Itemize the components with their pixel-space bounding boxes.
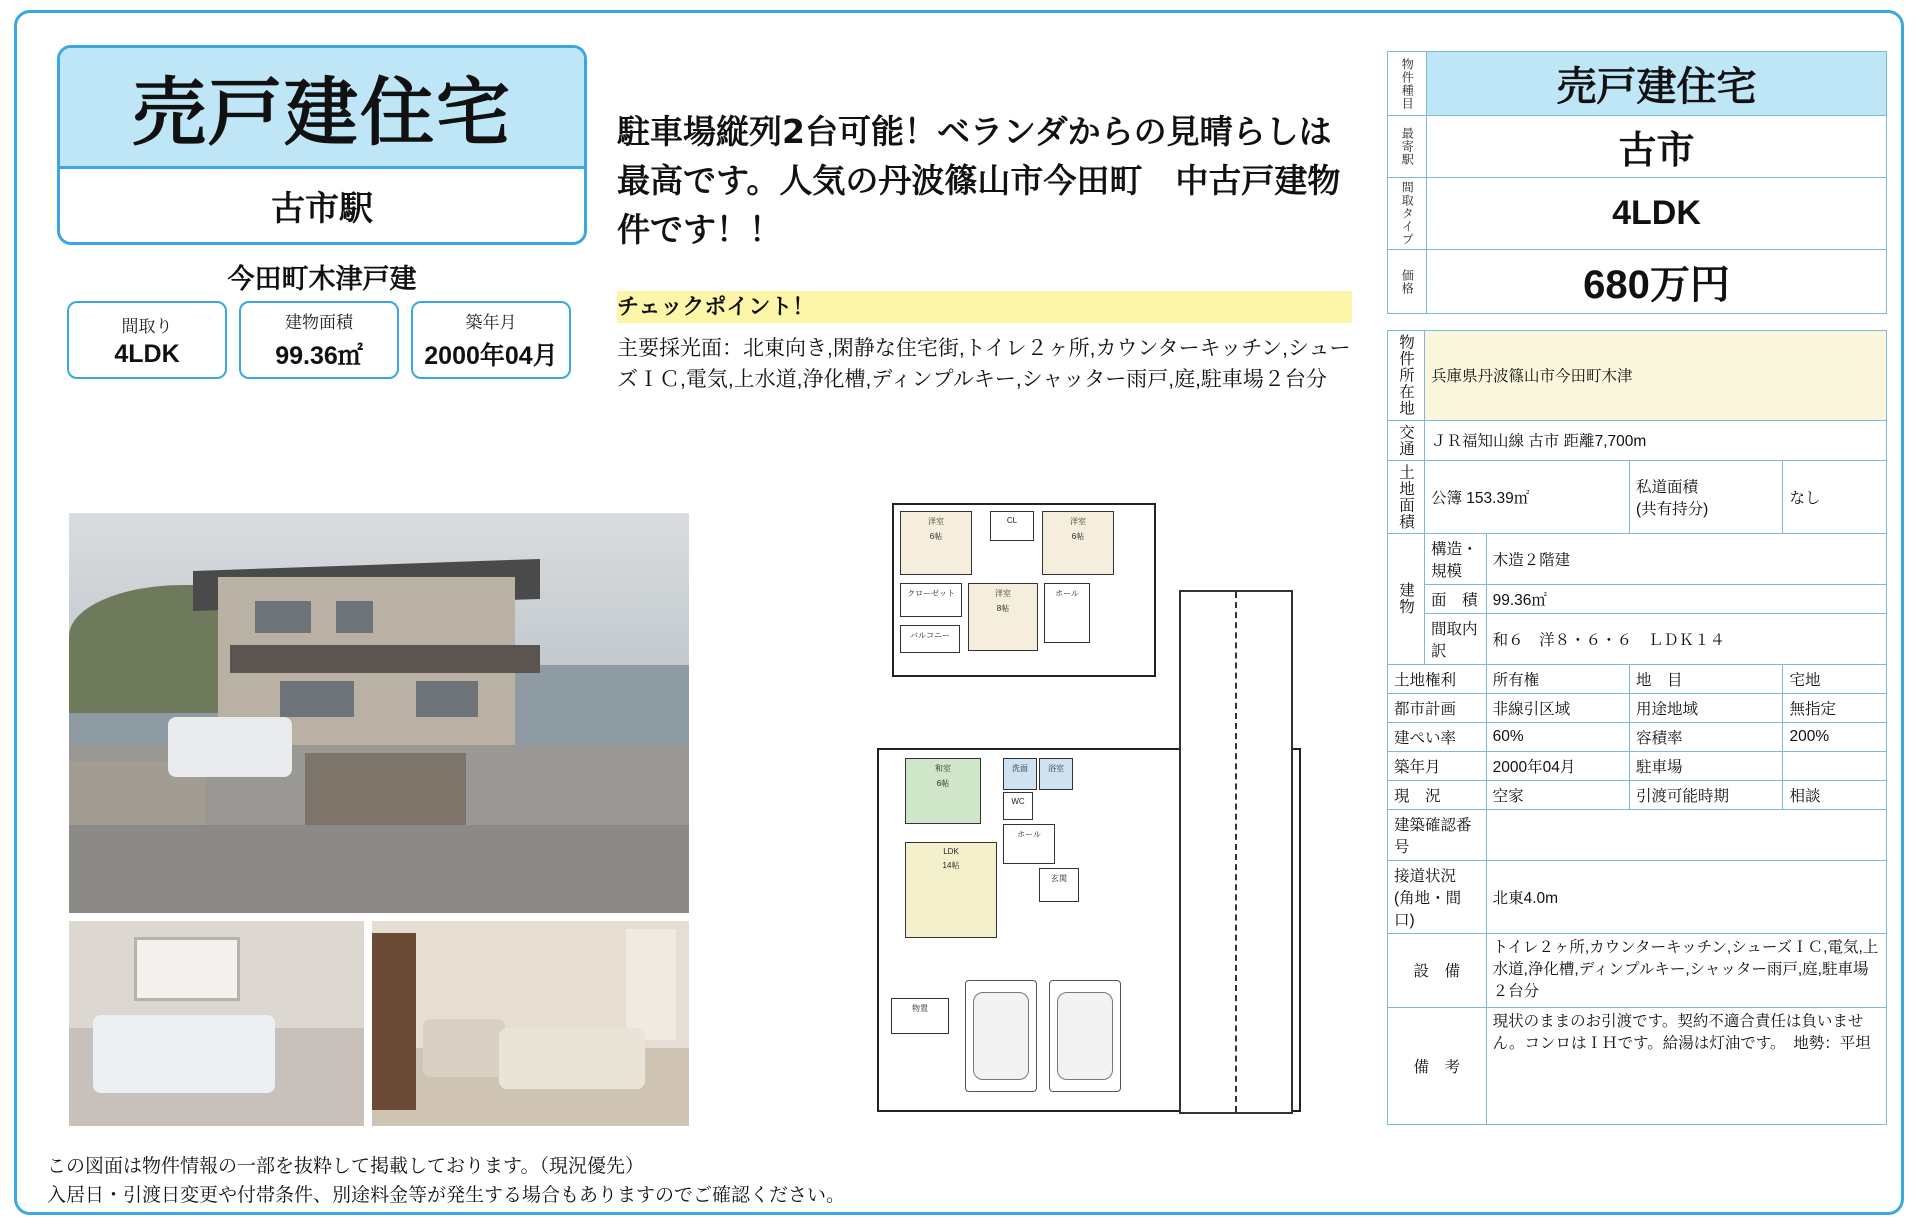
detail-value-setsubi: トイレ２ヶ所,カウンターキッチン,シューズＩＣ,電気,上水道,浄化槽,ディンプルキー,シャッター雨戸,庭,駐車場２台分	[1486, 933, 1886, 1007]
footer-line-1: この図面は物件情報の一部を抜粋して掲載しております。（現況優先）	[47, 1156, 644, 1177]
setsudo-label-line1: 接道状況	[1394, 867, 1457, 885]
footer-line-2: 入居日・引渡日変更や付帯条件、別途料金等が発生する場合もありますのでご確認ください。	[47, 1184, 846, 1206]
room-label: 和室	[935, 764, 951, 773]
summary-table	[1387, 51, 1887, 314]
private-road-label-line1: 私道面積	[1636, 478, 1699, 496]
photo-bathroom	[69, 921, 364, 1126]
summary-label-type: 物件種目	[1388, 52, 1427, 116]
room-1f-ldk	[905, 842, 997, 938]
room-label: クローゼット	[907, 589, 955, 598]
detail-label-kenchiku: 建築確認番号	[1388, 809, 1487, 860]
room-label: 浴室	[1048, 764, 1064, 773]
room-label: ホール	[1055, 589, 1079, 598]
room-label: ホール	[1017, 830, 1041, 839]
room-size: 8帖	[996, 604, 1010, 613]
room-label: 洋室	[1070, 517, 1086, 526]
room-1f-entrance	[1039, 868, 1079, 902]
detail-value-parking	[1783, 751, 1887, 780]
detail-label-chimoku: 地 目	[1630, 664, 1783, 693]
room-label: 洋室	[928, 517, 944, 526]
detail-row-land	[1388, 460, 1887, 533]
summary-label-station: 最寄駅	[1388, 116, 1427, 178]
room-1f-wc	[1003, 792, 1033, 820]
detail-row-setsudo	[1388, 860, 1887, 933]
detail-label-layout-breakdown: 間取内訳	[1425, 613, 1487, 664]
checkpoint-label: チェックポイント！	[617, 294, 815, 319]
spec-label: 築年月	[465, 313, 517, 332]
detail-label-parking: 駐車場	[1630, 751, 1783, 780]
room-label: 物置	[912, 1004, 928, 1013]
detail-value-area: 99.36㎡	[1486, 584, 1886, 613]
room-size: 14帖	[942, 861, 960, 870]
summary-value-price: 680万円	[1427, 250, 1887, 314]
room-2f-western-c	[968, 583, 1038, 651]
room-2f-hall	[1044, 583, 1090, 643]
room-label: バルコニー	[910, 631, 950, 640]
floor-plan	[877, 503, 1357, 1133]
detail-row-area	[1388, 584, 1887, 613]
station-name: 古市駅	[271, 190, 373, 228]
property-type-band	[60, 48, 584, 169]
detail-row-biko	[1388, 1007, 1887, 1124]
room-label: 玄関	[1051, 874, 1067, 883]
detail-label-setsudo	[1388, 860, 1487, 933]
room-2f-closet-b	[900, 583, 962, 617]
room-1f-hall	[1003, 824, 1055, 864]
summary-row-station	[1388, 116, 1887, 178]
property-address-title: 今田町木津戸建	[227, 264, 417, 294]
detail-value-far: 200%	[1783, 722, 1887, 751]
summary-label-layout: 間取タイプ	[1388, 178, 1427, 250]
floor-plan-1f	[877, 748, 1301, 1112]
detail-label-private-road	[1630, 460, 1783, 533]
room-label: WC	[1011, 797, 1025, 806]
property-type-badge	[57, 45, 587, 245]
room-1f-japanese	[905, 758, 981, 824]
summary-value-type: 売戸建住宅	[1427, 52, 1887, 116]
photo-living-room	[372, 921, 689, 1126]
detail-value-handover: 相談	[1783, 780, 1887, 809]
checkpoint-label-bar	[617, 291, 1352, 323]
detail-value-coverage: 60%	[1486, 722, 1629, 751]
summary-value-layout: 4LDK	[1427, 178, 1887, 250]
detail-value-city-plan: 非線引区域	[1486, 693, 1629, 722]
detail-label-land: 土地面積	[1388, 460, 1425, 533]
spec-box-building-area	[239, 301, 399, 379]
car-icon-2	[1057, 992, 1113, 1080]
spec-boxes	[67, 301, 571, 379]
detail-row-right-3	[1388, 751, 1887, 780]
footer-note	[47, 1153, 1347, 1210]
detail-label-location: 物件所在地	[1388, 331, 1425, 421]
detail-row-traffic	[1388, 420, 1887, 460]
detail-value-traffic: ＪＲ福知山線 古市 距離7,700m	[1425, 420, 1887, 460]
car-icon-1	[973, 992, 1029, 1080]
detail-row-right-4	[1388, 780, 1887, 809]
detail-row-location	[1388, 331, 1887, 421]
detail-value-private-road: なし	[1783, 460, 1887, 533]
spec-label: 建物面積	[285, 313, 353, 332]
room-label: 洗面	[1012, 764, 1028, 773]
flyer-sheet	[14, 10, 1904, 1215]
detail-row-setsubi	[1388, 933, 1887, 1007]
detail-label-built: 築年月	[1388, 751, 1487, 780]
detail-value-built: 2000年04月	[1486, 751, 1629, 780]
room-label: LDK	[943, 847, 959, 856]
detail-label-handover: 引渡可能時期	[1630, 780, 1783, 809]
right-panel	[1387, 51, 1887, 1125]
spec-box-built-date	[411, 301, 571, 379]
detail-label-status: 現 況	[1388, 780, 1487, 809]
room-2f-balcony	[900, 625, 960, 653]
detail-label-far: 容積率	[1630, 722, 1783, 751]
detail-label-use-district: 用途地域	[1630, 693, 1783, 722]
detail-label-setsubi: 設 備	[1388, 933, 1487, 1007]
detail-value-use-district: 無指定	[1783, 693, 1887, 722]
detail-label-structure: 構造・規模	[1425, 533, 1487, 584]
room-1f-storage	[891, 998, 949, 1034]
detail-label-land-right: 土地権利	[1388, 664, 1487, 693]
private-road-label-line2: (共有持分)	[1636, 500, 1709, 518]
room-size: 6帖	[936, 779, 950, 788]
photo-exterior	[69, 513, 689, 913]
room-size: 6帖	[929, 532, 943, 541]
floor-plan-2f	[892, 503, 1156, 677]
summary-row-layout	[1388, 178, 1887, 250]
room-2f-western-a	[900, 511, 972, 575]
detail-value-layout-breakdown: 和６ 洋８・６・６ ＬＤＫ１４	[1486, 613, 1886, 664]
detail-value-location: 兵庫県丹波篠山市今田町木津	[1425, 331, 1887, 421]
detail-table	[1387, 330, 1887, 1125]
detail-value-biko: 現状のままのお引渡です。契約不適合責任は負いません。コンロはＩＨです。給湯は灯油です。 地勢：平坦	[1486, 1007, 1886, 1124]
setsudo-label-line2: (角地・間口)	[1394, 889, 1462, 929]
detail-value-status: 空家	[1486, 780, 1629, 809]
detail-row-right-2	[1388, 722, 1887, 751]
detail-row-right-1	[1388, 693, 1887, 722]
spec-label: 間取り	[121, 316, 173, 336]
site-road	[1179, 590, 1293, 1114]
spec-value: 99.36㎡	[275, 342, 363, 370]
room-2f-closet-a	[990, 511, 1034, 541]
detail-value-land: 公簿 153.39㎡	[1425, 460, 1630, 533]
property-type-text: 売戸建住宅	[132, 70, 512, 156]
room-label: 洋室	[995, 589, 1011, 598]
detail-value-setsudo: 北東4.0m	[1486, 860, 1886, 933]
detail-row-layout-breakdown	[1388, 613, 1887, 664]
detail-label-city-plan: 都市計画	[1388, 693, 1487, 722]
detail-value-land-right: 所有権	[1486, 664, 1629, 693]
detail-value-chimoku: 宅地	[1783, 664, 1887, 693]
room-size: 6帖	[1071, 532, 1085, 541]
spec-value: 2000年04月	[424, 342, 558, 370]
detail-value-kenchiku	[1486, 809, 1886, 860]
detail-value-structure: 木造２階建	[1486, 533, 1886, 584]
room-1f-bath	[1039, 758, 1073, 790]
detail-row-right-0	[1388, 664, 1887, 693]
room-2f-western-b	[1042, 511, 1114, 575]
room-1f-washroom	[1003, 758, 1037, 790]
summary-row-price	[1388, 250, 1887, 314]
detail-row-kenchiku	[1388, 809, 1887, 860]
room-label: CL	[1006, 516, 1018, 525]
summary-value-station: 古市	[1427, 116, 1887, 178]
detail-row-structure	[1388, 533, 1887, 584]
spec-value: 4LDK	[114, 339, 180, 368]
detail-label-area: 面 積	[1425, 584, 1487, 613]
spec-box-layout	[67, 301, 227, 379]
detail-label-traffic: 交通	[1388, 420, 1425, 460]
headline-text: 駐車場縦列2台可能！ベランダからの見晴らしは最高です。人気の丹波篠山市今田町 中古戸建物件です！！	[617, 112, 1341, 249]
detail-label-biko: 備 考	[1388, 1007, 1487, 1124]
detail-label-coverage: 建ぺい率	[1388, 722, 1487, 751]
summary-label-price: 価格	[1388, 250, 1427, 314]
detail-label-building: 建物	[1388, 533, 1425, 664]
checkpoint-body: 主要採光面：北東向き,閑静な住宅街,トイレ２ヶ所,カウンターキッチン,シューズＩＣ,電気,上水道,浄化槽,ディンプルキー,シャッター雨戸,庭,駐車場２台分	[617, 337, 1351, 392]
summary-row-type	[1388, 52, 1887, 116]
